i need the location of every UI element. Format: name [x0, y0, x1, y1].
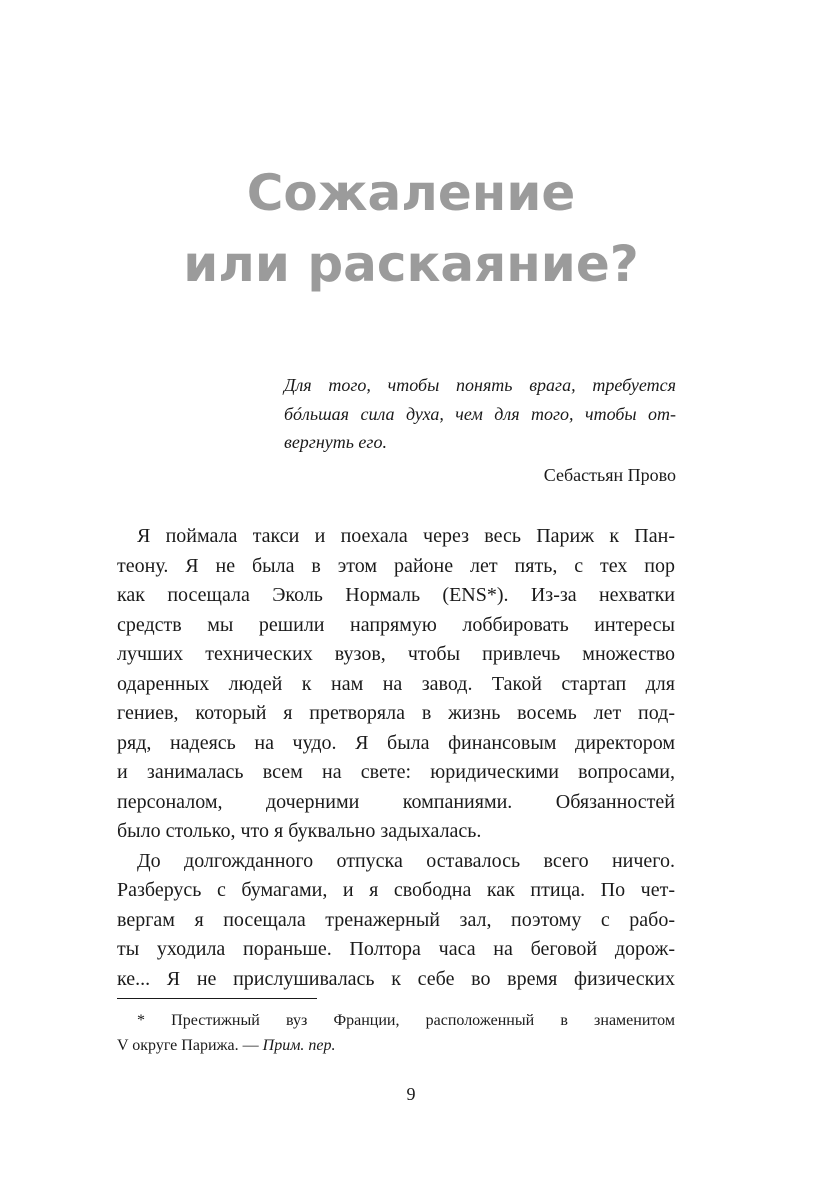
body-text — [117, 522, 675, 994]
epigraph-quote — [284, 371, 676, 457]
body-line: как посещала Эколь Нормаль (ENS*). Из-за нехватки — [117, 584, 675, 606]
epigraph-line: бóльшая сила духа, чем для того, чтобы от- — [284, 403, 676, 424]
body-line: ряд, надеясь на чудо. Я была финансовым директором — [117, 731, 675, 754]
footnote-text: V округе Парижа. — — [117, 1037, 263, 1054]
body-line: теону. Я не была в этом районе лет пять, с тех пор — [117, 554, 675, 577]
body-line: было столько, что я буквально задыхалась. — [117, 820, 482, 842]
body-line: ты уходила пораньше. Полтора часа на беговой дорож- — [117, 938, 675, 960]
chapter-title-line-2: или раскаяние? — [183, 235, 639, 293]
body-line: гениев, который я претворяла в жизнь восемь лет под- — [117, 702, 675, 724]
body-line: одаренных людей к нам на завод. Такой стартап для — [117, 672, 675, 695]
body-line: средств мы решили напрямую лоббировать интересы — [117, 613, 675, 636]
epigraph-line: вергнуть его. — [284, 432, 387, 452]
body-line: До долгожданного отпуска оставалось всего ничего. — [137, 849, 675, 872]
epigraph-line: Для того, чтобы понять врага, требуется — [284, 375, 676, 395]
body-line: Я поймала такси и поехала через весь Париж к Пан- — [137, 525, 675, 547]
chapter-title — [0, 158, 822, 300]
epigraph — [284, 371, 676, 489]
footnote-line — [117, 1033, 675, 1058]
epigraph-author: Себастьян Прово — [543, 464, 676, 485]
footnote-divider — [117, 998, 317, 999]
page-number: 9 — [406, 1084, 416, 1104]
body-line: вергам я посещала тренажерный зал, поэтому с рабо- — [117, 908, 675, 931]
body-line: Разберусь с бумагами, и я свободна как птица. По чет- — [117, 879, 675, 901]
body-line: ке... Я не прислушивалась к себе во время физических — [117, 967, 675, 990]
footnote — [117, 1008, 675, 1058]
translator-note: Прим. пер. — [262, 1037, 336, 1054]
chapter-title-line-1: Сожаление — [246, 164, 576, 222]
body-line: персоналом, дочерними компаниями. Обязанностей — [117, 790, 675, 813]
body-line: лучших технических вузов, чтобы привлечь множество — [117, 643, 675, 665]
footnote-line: * Престижный вуз Франции, расположенный в знаменитом — [137, 1012, 675, 1029]
body-line: и занималась всем на свете: юридическими вопросами, — [117, 761, 675, 783]
